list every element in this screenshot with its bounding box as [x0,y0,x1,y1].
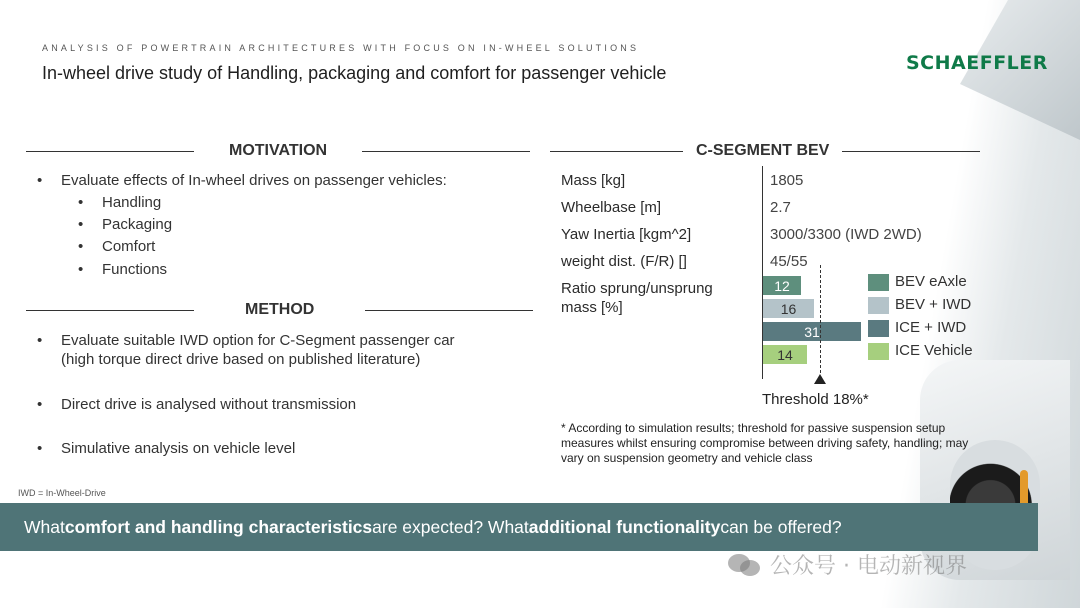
slide-title: In-wheel drive study of Handling, packaging and comfort for passenger vehicle [42,63,667,83]
legend-label: ICE Vehicle [895,342,973,359]
spec-value: 45/55 [770,253,808,270]
divider [362,151,530,152]
method-bullet [37,395,357,415]
footnote: * According to simulation results; threshold for passive suspension setup measures whilst ensuring compromise between driving safety, handling; may vary on suspension geometry and vehicle class [561,421,969,465]
legend-label: BEV + IWD [895,296,972,313]
banner-text: are expected? What [372,516,529,537]
banner-emphasis: comfort and handling characteristics [64,516,373,537]
threshold-marker-icon [814,374,826,384]
list-item [78,260,168,280]
list-item [78,193,162,213]
bar-value-label: 12 [774,277,790,294]
bullet-text: Simulative analysis on vehicle level [61,440,296,457]
spec-label: Mass [kg] [561,172,626,189]
ratio-label-unit: mass [%] [561,299,623,316]
watermark [728,549,967,580]
list-item-text: Packaging [102,216,173,233]
section-heading-label: MOTIVATION [229,142,328,159]
bar [763,345,807,364]
spec-value: 3000/3300 (IWD 2WD) [770,226,922,243]
question-banner [0,503,1038,551]
bullet-text: Evaluate effects of In-wheel drives on passenger vehicles: [61,172,447,189]
method-bullet [37,439,296,459]
bar [763,276,801,295]
section-heading-label: METHOD [245,301,315,318]
spec-label: Wheelbase [m] [561,199,662,216]
legend-swatch [868,297,889,314]
divider [26,151,194,152]
bar-value-label: 14 [777,346,793,363]
spec-label: Yaw Inertia [kgm^2] [561,226,692,243]
bullet-dot: • [37,396,43,413]
banner-text: What [24,516,65,537]
abbreviation-note: IWD = In-Wheel-Drive [18,488,106,498]
list-item-text: Functions [102,261,168,278]
bullet-dot: • [37,172,43,189]
list-item [78,215,173,235]
bullet-dot: • [37,440,43,457]
list-item [78,237,156,257]
bar-value-label: 16 [780,300,797,317]
threshold-label: Threshold 18%* [762,391,869,408]
spec-value: 2.7 [770,199,791,216]
bullet-dot: • [78,238,84,255]
bullet-text: Evaluate suitable IWD option for C-Segment passenger car [61,332,455,349]
spec-value: 1805 [770,172,804,189]
motivation-bullet [37,171,447,191]
banner-text: can be offered? [720,516,842,537]
banner-emphasis: additional functionality [528,516,721,537]
bar [763,322,861,341]
schaeffler-logo: SCHAEFFLER [906,52,1048,74]
method-heading [26,301,533,319]
bullet-text: Direct drive is analysed without transmission [61,396,357,413]
section-heading-label: C-SEGMENT BEV [696,142,830,159]
divider [365,310,533,311]
legend-label: ICE + IWD [895,319,967,336]
method-bullet-continued: (high torque direct drive based on published literature) [61,351,421,368]
divider [26,310,194,311]
bar [763,299,814,318]
bullet-dot: • [78,194,84,211]
list-item-text: Comfort [102,238,156,255]
watermark-text: 公众号 · 电动新视界 [770,554,967,579]
threshold-line [820,265,821,373]
legend-label: BEV eAxle [895,273,967,290]
wechat-icon [728,552,762,578]
divider [550,151,683,152]
bullet-dot: • [78,261,84,278]
ratio-label: Ratio sprung/unsprung [561,280,713,297]
motivation-heading [26,142,530,160]
method-bullet [37,331,455,351]
legend-swatch [868,343,889,360]
legend-swatch [868,274,889,291]
divider [842,151,980,152]
csegment-heading [550,142,980,160]
spec-label: weight dist. (F/R) [] [561,253,687,270]
slide-subtitle: ANALYSIS OF POWERTRAIN ARCHITECTURES WITH FOCUS ON IN-WHEEL SOLUTIONS [42,43,640,53]
bullet-dot: • [37,332,43,349]
legend-swatch [868,320,889,337]
bullet-dot: • [78,216,84,233]
bar-value-label: 31 [804,323,820,340]
list-item-text: Handling [102,194,162,211]
